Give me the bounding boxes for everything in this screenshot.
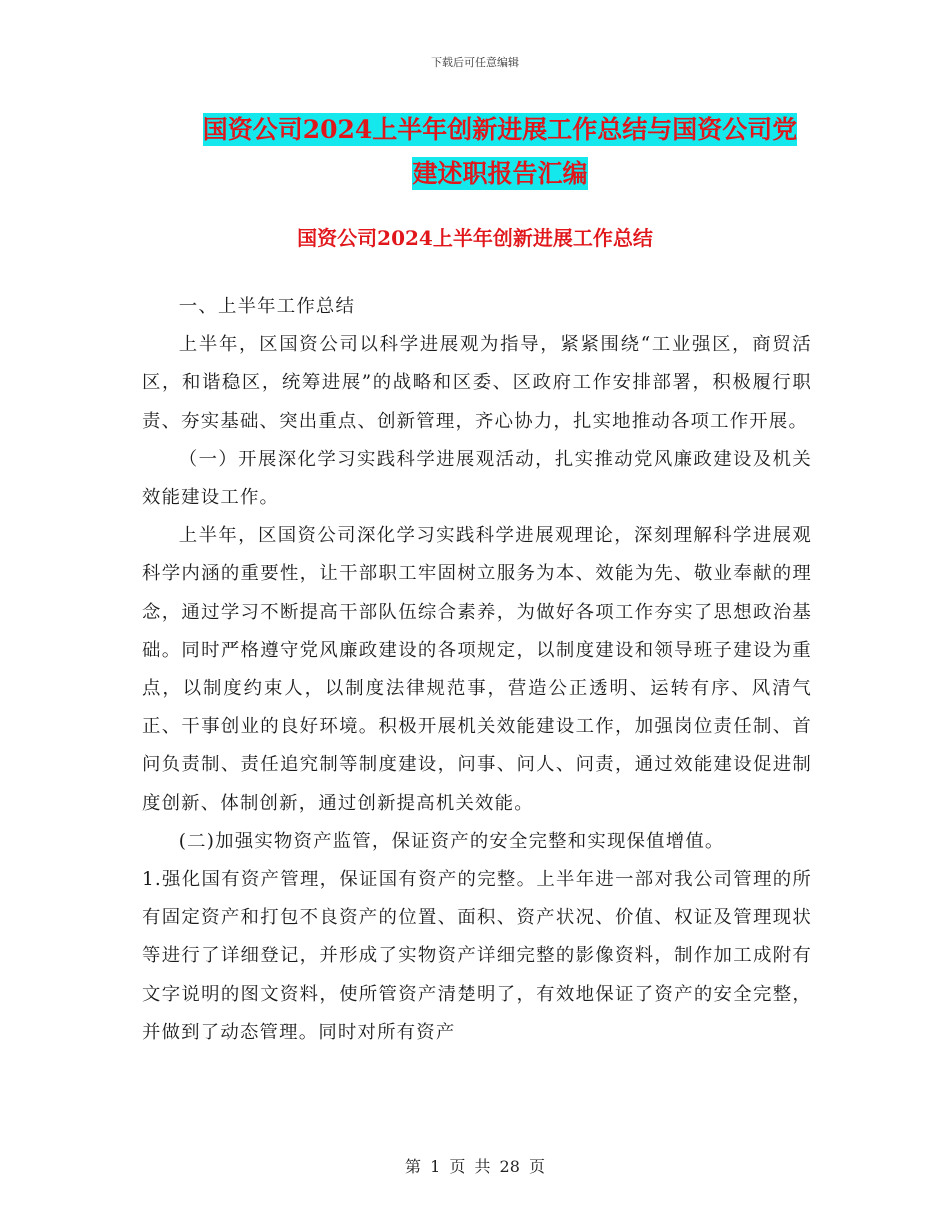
paragraph-intro: 上半年，区国资公司以科学进展观为指导，紧紧围绕“工业强区，商贸活区，和谐稳区，统筹进展”的战略和区委、区政府工作安排部署，积极履行职责、夯实基础、突出重点、创新管理，齐心协力，扎实地推动各项工作开展。 xyxy=(142,334,812,432)
paragraph-asset-management: 1.强化国有资产管理，保证国有资产的完整。上半年进一部对我公司管理的所有固定资产和打包不良资产的位置、面积、资产状况、价值、权证及管理现状等进行了详细登记，并形成了实物资产详细完整的影像资料，制作加工成附有文字说明的图文资料，使所管资产清楚明了，有效地保证了资产的安全完整，并做到了动态管理。同时对所有资产 xyxy=(142,869,812,1043)
subheading-one: （一）开展深化学习实践科学进展观活动，扎实推动党风廉政建设及机关效能建设工作。 xyxy=(142,448,812,509)
header-note: 下载后可任意编辑 xyxy=(431,56,519,69)
section-title: 国资公司2024上半年创新进展工作总结 xyxy=(297,226,653,250)
paragraph-study-practice: 上半年，区国资公司深化学习实践科学进展观理论，深刻理解科学进展观科学内涵的重要性，让干部职工牢固树立服务为本、效能为先、敬业奉献的理念，通过学习不断提高干部队伍综合素养，为做好各项工作夯实了思想政治基础。同时严格遵守党风廉政建设的各项规定，以制度建设和领导班子建设为重点，以制度约束人，以制度法律规范事，营造公正透明、运转有序、风清气正、干事创业的良好环境。积极开展机关效能建设工作，加强岗位责任制、首问负责制、责任追究制等制度建设，问事、问人、问责，通过效能建设促进制度创新、体制创新，通过创新提高机关效能。 xyxy=(142,525,812,814)
document-body xyxy=(142,288,812,1052)
heading-first-half-summary: 一、上半年工作总结 xyxy=(178,296,356,317)
document-title-line-2 xyxy=(140,148,860,200)
document-title-text-1: 国资公司2024上半年创新进展工作总结与国资公司党 xyxy=(202,115,798,144)
subheading-two: (二)加强实物资产监管，保证资产的安全完整和实现保值增值。 xyxy=(178,830,725,852)
page-footer: 第 1 页 共 28 页 xyxy=(405,1157,545,1176)
document-title-text-2: 建述职报告汇编 xyxy=(412,159,588,188)
